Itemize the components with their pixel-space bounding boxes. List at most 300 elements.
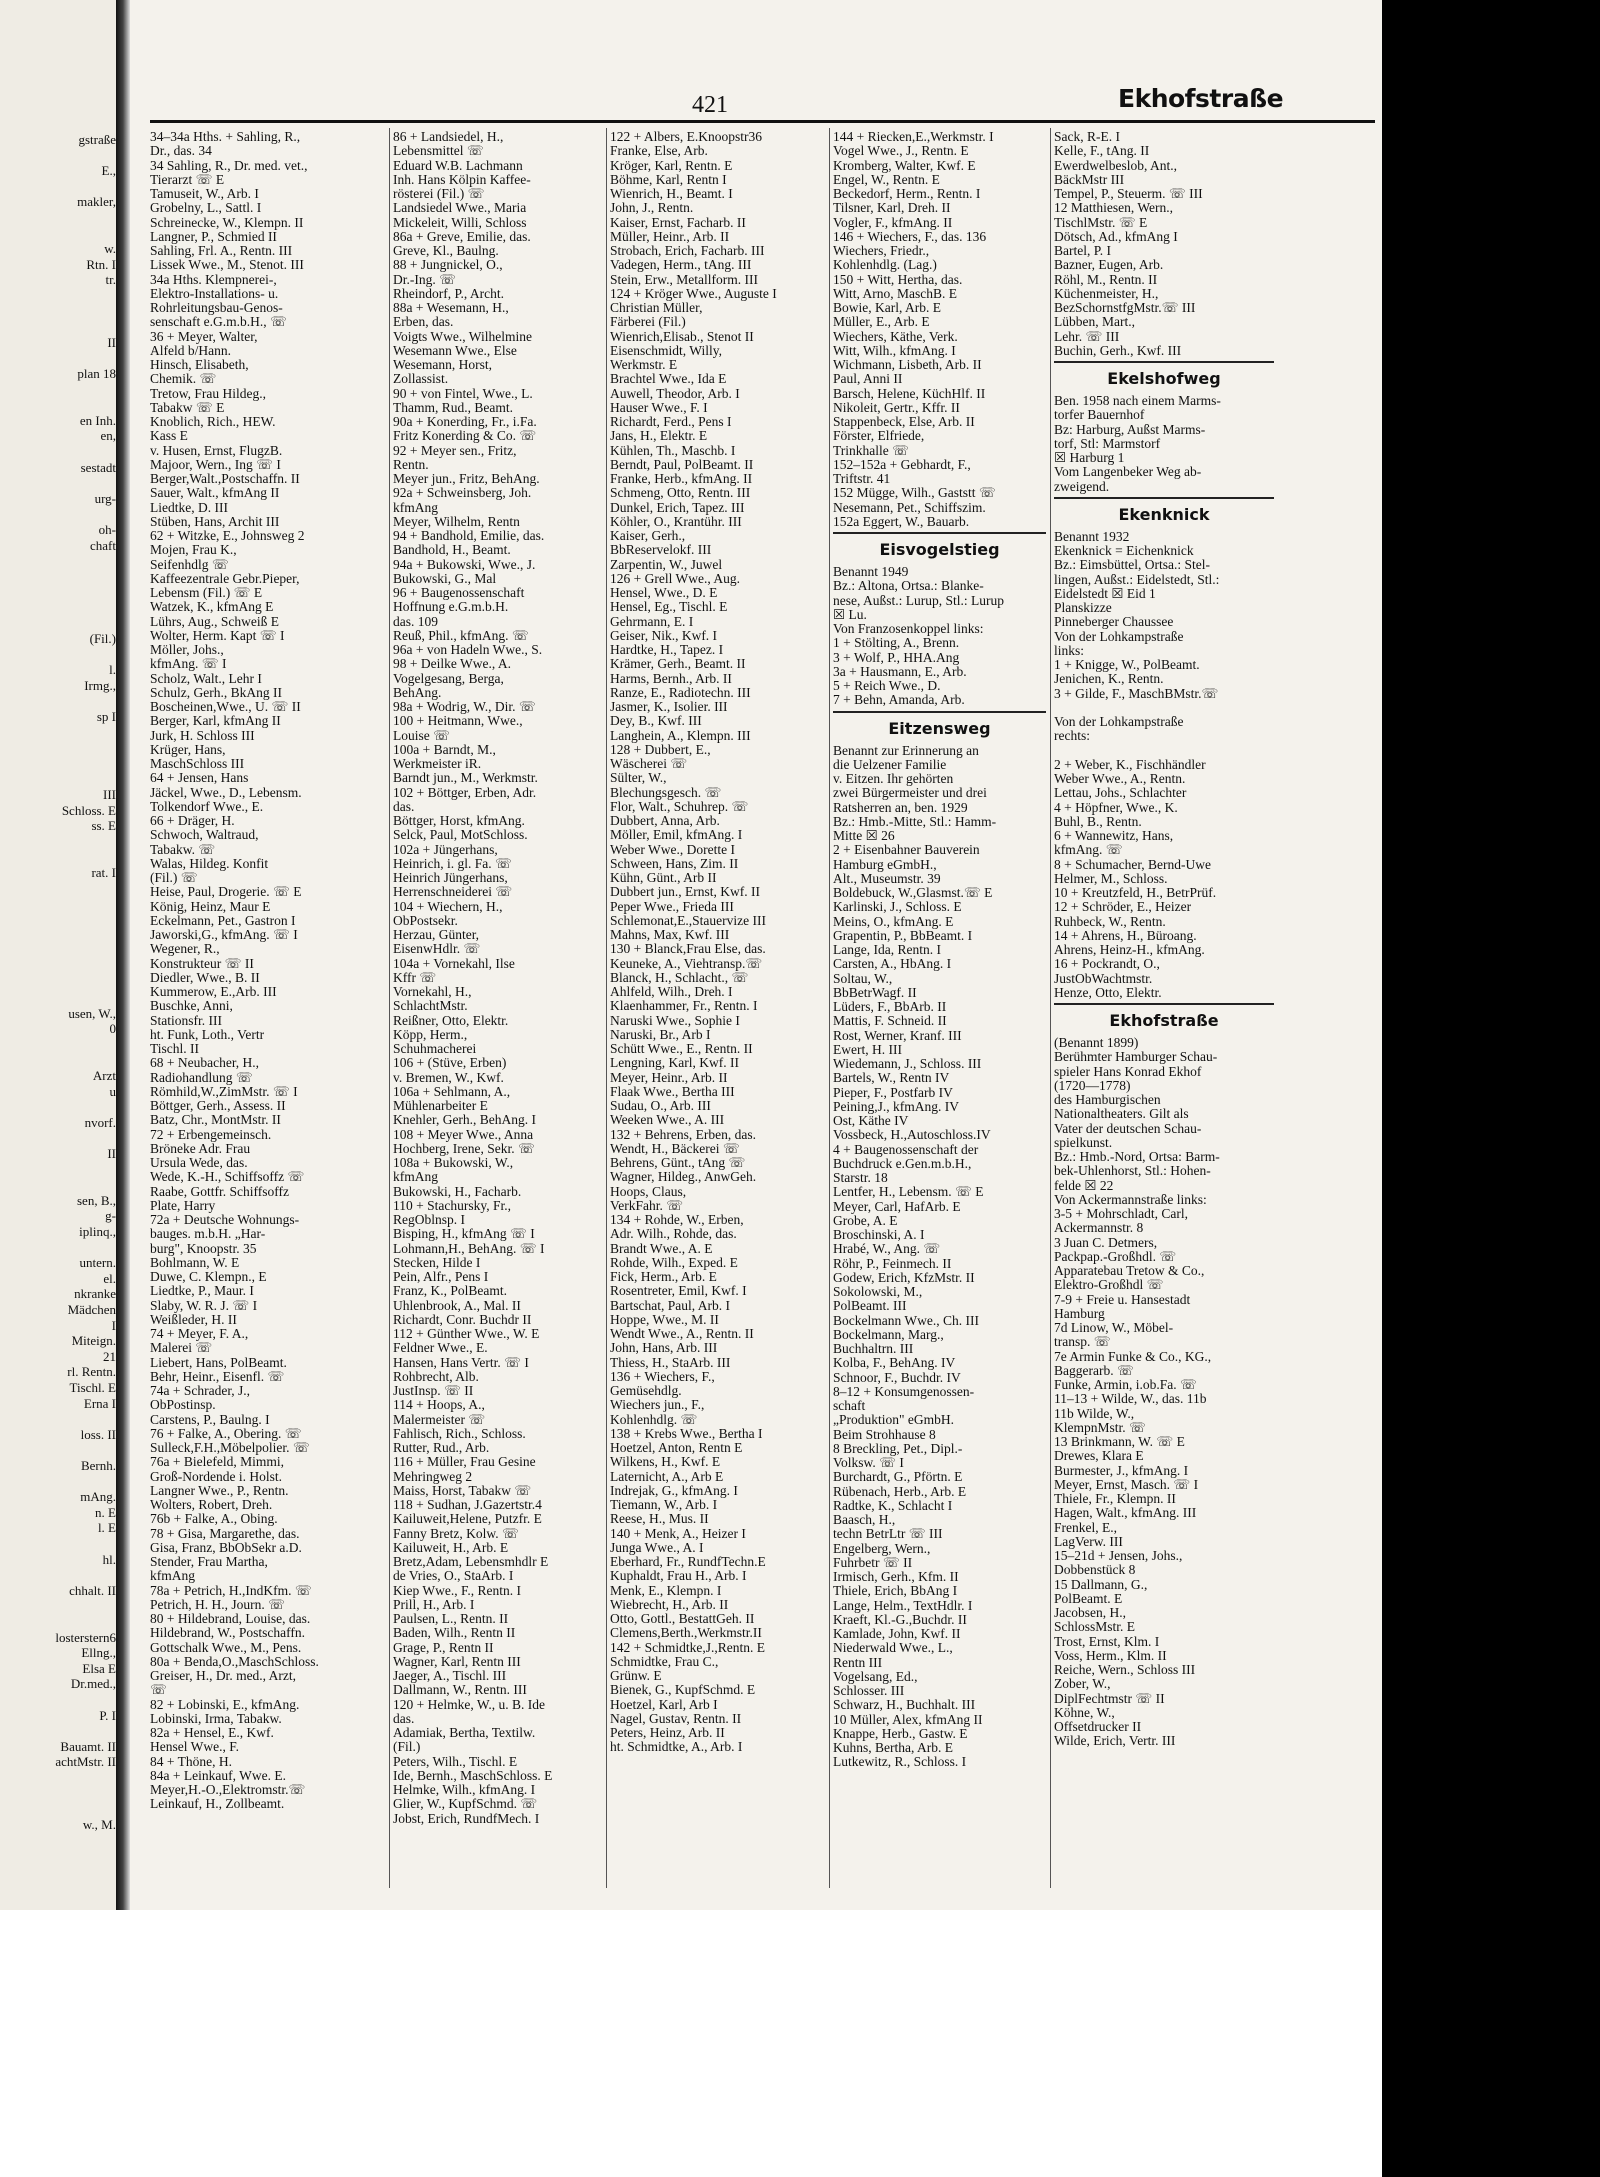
directory-line: 3 + Wolf, P., HHA.Ang — [833, 650, 960, 665]
previous-page-line: Erna I — [83, 1395, 116, 1411]
directory-line: 1 + Stölting, A., Brenn. — [833, 636, 960, 651]
directory-line: Barsch, Helene, KüchHlf. II — [833, 386, 986, 401]
directory-line: KlempnMstr. ☏ — [1054, 1420, 1146, 1435]
directory-line: Vossbeck, H.,Autoschloss.IV — [833, 1128, 991, 1143]
directory-line: 84 + Thöne, H. — [150, 1754, 232, 1769]
directory-line: DiplFechtmstr ☏ II — [1054, 1691, 1165, 1706]
directory-line: Carsten, A., HbAng. I — [833, 957, 952, 972]
directory-line: Kolba, F., BehAng. IV — [833, 1356, 956, 1371]
directory-line: TischlMstr. ☏ E — [1054, 215, 1148, 230]
directory-line: kfmAng — [393, 500, 438, 515]
directory-line: Schuhmacherei — [393, 1042, 477, 1056]
directory-line: Liebert, Hans, PolBeamt. — [150, 1355, 287, 1370]
directory-line: Jurk, H. Schloss III — [150, 728, 255, 743]
directory-line: Blechungsgesch. ☏ — [610, 785, 722, 800]
directory-line: ObPostinsp. — [150, 1398, 216, 1413]
directory-line: Lobinski, Irma, Tabakw. — [150, 1711, 282, 1726]
directory-line: Sauer, Walt., kfmAng II — [150, 486, 280, 501]
directory-line: Wiechers, Friedr., — [833, 244, 930, 258]
directory-line: Bisping, H., kfmAng ☏ I — [393, 1227, 535, 1242]
directory-line: v. Eitzen. Ihr gehörten — [833, 772, 954, 786]
directory-line: 94 + Bandhold, Emilie, das. — [393, 529, 545, 543]
directory-line: „Produktion" eGmbH. — [833, 1413, 954, 1428]
directory-line: 8–12 + Konsumgenossen- — [833, 1384, 975, 1399]
directory-line — [1054, 701, 1274, 715]
directory-line: Von der Lohkampstraße — [1054, 629, 1184, 644]
directory-line: 3 + Gilde, F., MaschBMstr.☏ — [1054, 686, 1219, 701]
directory-line: spieler Hans Konrad Ekhof — [1054, 1064, 1202, 1079]
directory-line: SchlachtMstr. — [393, 999, 468, 1014]
directory-line: Feldner Wwe., E. — [393, 1341, 488, 1356]
directory-line: Mahns, Max, Kwf. III — [610, 928, 730, 942]
directory-line: Röhr, P., Feinmech. II — [833, 1256, 952, 1271]
directory-line: Behrens, Günt., tAng ☏ — [610, 1156, 746, 1170]
directory-line: VerkFahr. ☏ — [610, 1198, 684, 1213]
directory-line: Bretz,Adam, Lebensmhdlr E — [393, 1555, 549, 1569]
directory-line: Eduard W.B. Lachmann — [393, 158, 523, 173]
previous-page-line: plan 18 — [77, 366, 116, 381]
previous-page-line: II — [107, 334, 116, 350]
directory-line: Jenichen, K., Rentn. — [1054, 672, 1164, 687]
directory-line: 3 Juan C. Detmers, — [1054, 1235, 1158, 1250]
directory-column-3 — [610, 130, 825, 1890]
directory-line: Rentn. — [393, 457, 429, 472]
directory-line: techn BetrLtr ☏ III — [833, 1527, 943, 1542]
directory-line: Fuhrbetr ☏ II — [833, 1555, 913, 1570]
previous-page-line: n. E — [95, 1504, 116, 1520]
directory-line: Meyer, Heinr., Arb. II — [610, 1070, 728, 1085]
directory-line: Keuneke, A., Viehtransp.☏ — [610, 956, 763, 971]
directory-line: torfer Bauernhof — [1054, 408, 1145, 423]
previous-page-line: I — [111, 1317, 116, 1333]
directory-line: Maiss, Horst, Tabakw ☏ — [393, 1483, 532, 1498]
directory-line: Weißleder, H. II — [150, 1312, 237, 1327]
directory-line: 7-9 + Freie u. Hansestadt — [1054, 1292, 1191, 1307]
directory-line: 34 Sahling, R., Dr. med. vet., — [150, 158, 308, 173]
directory-line: BbBetrWagf. II — [833, 985, 917, 1000]
directory-line: Tischl. II — [150, 1042, 200, 1056]
directory-line: Adr. Wilh., Rohde, das. — [610, 1227, 737, 1242]
directory-line: Kass E — [150, 429, 188, 444]
directory-line: 100 + Heitmann, Wwe., — [393, 714, 523, 729]
directory-line: Werkmstr. E — [610, 358, 678, 372]
directory-line: Berger,Walt.,Postschaffn. II — [150, 472, 300, 486]
directory-line: 1 + Knigge, W., PolBeamt. — [1054, 658, 1200, 672]
directory-line: Gisa, Franz, BbObSekr a.D. — [150, 1540, 302, 1555]
directory-line: 5 + Reich Wwe., D. — [833, 679, 941, 693]
directory-line: Thamm, Rud., Beamt. — [393, 400, 513, 415]
directory-line: Flor, Walt., Schuhrep. ☏ — [610, 799, 749, 814]
directory-line: Engel, W., Rentn. E — [833, 172, 940, 187]
previous-page-line: w. — [104, 241, 116, 257]
directory-line: lingen, Außst.: Eidelstedt, Stl.: — [1054, 572, 1220, 587]
directory-line: Heinrich, i. gl. Fa. ☏ — [393, 856, 512, 871]
directory-line: Broschinski, A. I — [833, 1228, 925, 1242]
directory-line: Paul, Anni II — [833, 372, 903, 387]
directory-line: Schwarz, H., Buchhalt. III — [833, 1698, 976, 1713]
previous-page-line: Rtn. I — [86, 256, 116, 272]
directory-line: Niederwald Wwe., L., — [833, 1641, 953, 1656]
directory-line: Prill, H., Arb. I — [393, 1597, 475, 1612]
directory-line: Dötsch, Ad., kfmAng I — [1054, 229, 1178, 244]
directory-line: Hensel Wwe., F. — [150, 1740, 240, 1755]
directory-line: das. — [393, 799, 415, 814]
directory-line: 88a + Wesemann, H., — [393, 301, 509, 315]
street-heading: Eitzensweg — [888, 718, 991, 738]
previous-page-line: E., — [101, 163, 116, 179]
directory-line: 3a + Hausmann, E., Arb. — [833, 664, 967, 679]
directory-line: Zober, W., — [1054, 1677, 1111, 1692]
directory-line: 7d Linow, W., Möbel- — [1054, 1321, 1174, 1335]
directory-line: Wiedemann, J., Schloss. III — [833, 1057, 982, 1071]
directory-line: 142 + Schmidtke,J.,Rentn. E — [610, 1640, 765, 1655]
directory-line: Weber Wwe., Dorette I — [610, 842, 735, 857]
directory-line: Wendt Wwe., A., Rentn. II — [610, 1327, 754, 1341]
directory-line: Stappenbeck, Else, Arb. II — [833, 415, 975, 429]
directory-line: 12 Matthiesen, Wern., — [1054, 201, 1174, 216]
directory-line: Sahling, Frl. A., Rentn. III — [150, 244, 293, 258]
directory-line: Hamburg — [1054, 1306, 1105, 1321]
directory-line: spielkunst. — [1054, 1135, 1113, 1150]
directory-line: Meins, O., kfmAng. E — [833, 914, 954, 929]
directory-line: Bz.: Altona, Ortsa.: Blanke- — [833, 579, 984, 594]
directory-line: torf, Stl: Marmstorf — [1054, 436, 1161, 451]
directory-line: PolBeamt. III — [833, 1299, 907, 1314]
directory-line: RegOblnsp. I — [393, 1213, 465, 1227]
directory-line: Triftstr. 41 — [833, 472, 891, 486]
directory-line: Auwell, Theodor, Arb. I — [610, 386, 740, 401]
directory-line: 36 + Meyer, Walter, — [150, 329, 258, 344]
directory-line: Berühmter Hamburger Schau- — [1054, 1050, 1218, 1065]
directory-line: 10 Müller, Alex, kfmAng II — [833, 1712, 983, 1727]
previous-page-line: rl. Rentn. — [67, 1364, 116, 1380]
directory-line: Batz, Chr., MontMstr. II — [150, 1113, 281, 1128]
directory-line: Peters, Heinz, Arb. II — [610, 1726, 725, 1740]
previous-page-line: achtMstr. II — [55, 1754, 116, 1770]
directory-line: Hoppe, Wwe., M. II — [610, 1312, 719, 1327]
directory-line: 90a + Konerding, Fr., i.Fa. — [393, 415, 537, 429]
directory-line: Tolkendorf Wwe., E. — [150, 799, 264, 814]
directory-line: Konstrukteur ☏ II — [150, 956, 254, 971]
directory-line: Buchin, Gerh., Kwf. III — [1054, 343, 1182, 358]
directory-line: JustInsp. ☏ II — [393, 1384, 474, 1398]
directory-line: Bienek, G., KupfSchmd. E — [610, 1683, 756, 1698]
directory-line: felde ☒ 22 — [1054, 1178, 1114, 1193]
directory-line: Hansen, Hans Vertr. ☏ I — [393, 1355, 529, 1370]
directory-line: Ahlfeld, Wilh., Dreh. I — [610, 985, 733, 999]
previous-page-line: Bernh. — [80, 1458, 116, 1473]
directory-line: 134 + Rohde, W., Erben, — [610, 1213, 744, 1227]
directory-line: Bockelmann, Marg., — [833, 1327, 944, 1342]
directory-line: Helmer, M., Schloss. — [1054, 871, 1168, 886]
directory-line: Rutter, Rud., Arb. — [393, 1441, 490, 1455]
directory-line: 104a + Vornekahl, Ilse — [393, 956, 515, 971]
directory-line: 74a + Schrader, J., — [150, 1384, 251, 1398]
directory-line: Wesemann Wwe., Else — [393, 343, 517, 358]
previous-page-line: 0 — [109, 1021, 116, 1037]
directory-line: Witt, Wilh., kfmAng. I — [833, 343, 956, 358]
directory-line: Clemens,Berth.,Werkmstr.II — [610, 1626, 762, 1641]
directory-line: Plate, Harry — [150, 1198, 216, 1213]
directory-line: 15 Dallmann, G., — [1054, 1577, 1148, 1592]
directory-line: 120 + Helmke, W., u. B. Ide — [393, 1697, 545, 1712]
directory-line: Köpp, Herm., — [393, 1027, 468, 1042]
previous-page-line: sp I — [96, 709, 116, 725]
directory-line: 72 + Erbengemeinsch. — [150, 1127, 272, 1142]
column-divider — [1050, 128, 1051, 1888]
directory-line: Leinkauf, H., Zollbeamt. — [150, 1797, 285, 1812]
directory-line: v. Bremen, W., Kwf. — [393, 1070, 504, 1085]
directory-line: Lange, Helm., TextHdlr. I — [833, 1598, 973, 1613]
directory-line: Kiep Wwe., F., Rentn. I — [393, 1583, 522, 1598]
directory-line: Burchardt, G., Pförtn. E — [833, 1470, 963, 1485]
previous-page-line: urg- — [94, 490, 116, 506]
directory-line: Ost, Käthe IV — [833, 1114, 909, 1128]
directory-line: Wilde, Erich, Vertr. III — [1054, 1734, 1176, 1749]
book-gutter — [116, 0, 130, 1910]
directory-line: 8 Breckling, Pet., Dipl.- — [833, 1441, 963, 1456]
directory-line: Flaak Wwe., Bertha III — [610, 1084, 735, 1099]
directory-line — [1054, 744, 1274, 758]
directory-line: 104 + Wiechern, H., — [393, 899, 503, 914]
directory-line: Wilkens, H., Kwf. E — [610, 1455, 721, 1470]
directory-line: Franke, Else, Arb. — [610, 144, 708, 159]
directory-line: Paulsen, L., Rentn. II — [393, 1612, 509, 1626]
directory-line: Bohlmann, W. E — [150, 1255, 240, 1270]
previous-page-line: l. — [109, 662, 116, 678]
directory-line: 102a + Jüngerhans, — [393, 842, 498, 857]
directory-line: 106a + Sehlmann, A., — [393, 1084, 511, 1099]
directory-line: 108a + Bukowski, W., — [393, 1156, 514, 1170]
directory-line: 66 + Dräger, H. — [150, 814, 235, 828]
directory-line: Dubbert, Anna, Arb. — [610, 814, 720, 828]
directory-line: Hensel, Wwe., D. E — [610, 586, 718, 600]
directory-line: Frenkel, E., — [1054, 1520, 1117, 1535]
directory-line: schaft — [833, 1399, 866, 1413]
directory-line: Adamiak, Bertha, Textilw. — [393, 1726, 536, 1740]
directory-line: Bröneke Adr. Frau — [150, 1141, 251, 1156]
directory-line: Schwoch, Waltraud, — [150, 828, 259, 843]
directory-line: Grünw. E — [610, 1669, 662, 1683]
directory-line: Greve, Kl., Baulng. — [393, 244, 499, 258]
directory-line: Baden, Wilh., Rentn II — [393, 1626, 516, 1641]
directory-line: 150 + Witt, Hertha, das. — [833, 272, 963, 287]
directory-line: 102 + Böttger, Erben, Adr. — [393, 785, 537, 800]
directory-line: Voigts Wwe., Wilhelmine — [393, 329, 532, 344]
directory-line: Naruski, Br., Arb I — [610, 1027, 711, 1042]
directory-line: 110 + Stachursky, Fr., — [393, 1198, 511, 1213]
directory-line: kfmAng — [150, 1569, 195, 1584]
previous-page-line: (Fil.) — [89, 631, 116, 647]
directory-line: Eisenschmidt, Willy, — [610, 343, 722, 358]
directory-line: kfmAng. ☏ I — [150, 657, 227, 672]
directory-line: Bukowski, G., Mal — [393, 571, 497, 586]
directory-line: Boscheinen,Wwe., U. ☏ II — [150, 700, 301, 714]
directory-line: Ekenknick = Eichenknick — [1054, 544, 1194, 558]
directory-line: Mattis, F. Schneid. II — [833, 1014, 947, 1029]
directory-line: Wagner, Hildeg., AnwGeh. — [610, 1170, 757, 1185]
directory-line: 13 Brinkmann, W. ☏ E — [1054, 1435, 1185, 1449]
directory-line: 152–152a + Gebhardt, F., — [833, 457, 971, 472]
previous-page-line: u — [109, 1083, 116, 1099]
directory-line: Weber Wwe., A., Rentn. — [1054, 772, 1186, 786]
directory-line: Buchdruck e.Gen.m.b.H., — [833, 1156, 972, 1171]
directory-line: Hrabé, W., Ang. ☏ — [833, 1242, 941, 1257]
directory-line: Von Franzosenkoppel links: — [833, 622, 984, 636]
directory-line: Tabakw. ☏ — [150, 842, 216, 857]
previous-page-line: rat. I — [91, 865, 116, 881]
directory-line: Groß-Nordende i. Holst. — [150, 1469, 282, 1484]
previous-page-line: gstraße — [78, 132, 116, 147]
directory-line: Meyer, Carl, HafArb. E — [833, 1199, 961, 1214]
directory-line: Schlemonat,E.,Stauervize III — [610, 913, 766, 928]
directory-line: Ewerdwelbeslob, Ant., — [1054, 158, 1177, 173]
directory-column-2 — [393, 130, 602, 1890]
directory-line: Buhl, B., Rentn. — [1054, 814, 1142, 829]
directory-line: transp. ☏ — [1054, 1335, 1111, 1350]
directory-line: Hoffnung e.G.m.b.H. — [393, 600, 509, 615]
directory-line: 2 + Eisenbahner Bauverein — [833, 843, 980, 858]
previous-page-line: losterstern6 — [55, 1629, 116, 1645]
street-heading: Ekenknick — [1118, 504, 1210, 524]
directory-line: Mojen, Frau K., — [150, 543, 237, 558]
directory-line: Ahrens, Heinz-H., kfmAng. — [1054, 943, 1205, 957]
directory-line: Lutkewitz, R., Schloss. I — [833, 1755, 967, 1770]
directory-line: bek-Uhlenhorst, Stl.: Hohen- — [1054, 1164, 1211, 1179]
directory-line: 76a + Bielefeld, Mimmi, — [150, 1455, 284, 1470]
column-divider — [389, 128, 390, 1888]
previous-page-line: II — [107, 1146, 116, 1161]
directory-line: Baggerarb. ☏ — [1054, 1363, 1134, 1378]
directory-line: Gehrmann, E. I — [610, 614, 694, 629]
directory-line: 76b + Falke, A., Obing. — [150, 1512, 278, 1527]
previous-page-line: usen, W., — [68, 1005, 116, 1021]
directory-line: 4 + Höpfner, Wwe., K. — [1054, 800, 1178, 815]
directory-line: senschaft e.G.m.b.H., ☏ — [150, 315, 287, 330]
directory-line: Klaenhammer, Fr., Rentn. I — [610, 999, 758, 1014]
directory-line: 34–34a Hths. + Sahling, R., — [150, 130, 301, 144]
directory-line: 74 + Meyer, F. A., — [150, 1327, 249, 1341]
directory-line: Hoetzel, Anton, Rentn E — [610, 1441, 743, 1455]
directory-line: Reese, H., Mus. II — [610, 1512, 709, 1527]
directory-line: Stein, Erw., Metallform. III — [610, 272, 758, 287]
directory-line: Schmidtke, Frau C., — [610, 1654, 719, 1669]
directory-line: Bz.: Eimsbüttel, Ortsa.: Stel- — [1054, 558, 1210, 573]
previous-page-line: makler, — [77, 194, 116, 210]
directory-line: Majoor, Wern., Ing ☏ I — [150, 457, 281, 472]
previous-page-line: 21 — [103, 1348, 116, 1364]
directory-line: Rohde, Wilh., Exped. E — [610, 1255, 738, 1270]
directory-line: Hardtke, H., Tapez. I — [610, 643, 724, 657]
directory-line: Grapentin, P., BbBeamt. I — [833, 928, 973, 943]
directory-line: Kaiser, Ernst, Facharb. II — [610, 215, 746, 230]
section-rule — [833, 532, 1046, 534]
directory-line: Röhl, M., Rentn. II — [1054, 272, 1158, 287]
directory-line: Behr, Heinr., Eisenfl. ☏ — [150, 1369, 285, 1384]
directory-line: Wolter, Herm. Kapt ☏ I — [150, 628, 285, 643]
directory-line: Hauser Wwe., F. I — [610, 400, 708, 415]
previous-page-line: Tischl. E — [69, 1380, 116, 1395]
directory-line: rösterei (Fil.) ☏ — [393, 187, 485, 201]
directory-line: Vogel Wwe., J., Rentn. E — [833, 144, 969, 159]
directory-line: Möller, Johs., — [150, 643, 224, 657]
directory-column-1 — [150, 130, 385, 1890]
directory-line: Sack, R-E. I — [1054, 130, 1120, 144]
directory-line: Peters, Wilh., Tischl. E — [393, 1754, 518, 1769]
directory-line: bauges. m.b.H. „Har- — [150, 1227, 266, 1242]
directory-line: Malermeister ☏ — [393, 1412, 486, 1427]
directory-line: Langhein, A., Klempn. III — [610, 728, 751, 743]
directory-line: 92a + Schweinsberg, Joh. — [393, 486, 532, 501]
previous-page-line: nkranke — [74, 1286, 116, 1302]
directory-line: das. — [393, 1711, 415, 1726]
directory-line: ht. Funk, Loth., Vertr — [150, 1027, 265, 1042]
previous-page-line: en, — [100, 428, 116, 444]
directory-line: Richardt, Conr. Buchdr II — [393, 1312, 532, 1327]
section-rule — [1054, 1003, 1274, 1005]
directory-line: Bartschat, Paul, Arb. I — [610, 1298, 730, 1313]
directory-line: Wäscherei ☏ — [610, 757, 688, 771]
previous-page-line: tr. — [105, 272, 116, 288]
directory-line: Thiess, H., StaArb. III — [610, 1355, 731, 1370]
directory-line: (1720—1778) — [1054, 1078, 1131, 1093]
directory-line: Hamburg eGmbH., — [833, 857, 937, 872]
directory-line: Schmeng, Otto, Rentn. III — [610, 486, 751, 501]
directory-line: Soltau, W., — [833, 971, 893, 986]
directory-line: Langner, P., Schmied II — [150, 229, 277, 244]
directory-line: Ben. 1958 nach einem Marms- — [1054, 394, 1221, 408]
directory-line: Dey, B., Kwf. III — [610, 714, 702, 729]
directory-line: v. Husen, Ernst, FlugzB. — [150, 443, 283, 458]
directory-line: Heise, Paul, Drogerie. ☏ E — [150, 885, 302, 900]
directory-line: ObPostsekr. — [393, 913, 458, 928]
directory-line: das. 109 — [393, 614, 438, 629]
directory-line: Packpap.-Großhdl. ☏ — [1054, 1249, 1177, 1264]
directory-line: Tilsner, Karl, Dreh. II — [833, 201, 951, 216]
directory-line: Sulleck,F.H.,Möbelpolier. ☏ — [150, 1441, 310, 1455]
directory-line: Lebensmittel ☏ — [393, 144, 484, 159]
directory-line: Lehr. ☏ III — [1054, 329, 1120, 344]
directory-line: 34a Hths. Klempnerei-, — [150, 272, 277, 287]
directory-line: Burmester, J., kfmAng. I — [1054, 1463, 1189, 1478]
directory-line: Vogelgesang, Berga, — [393, 671, 504, 686]
directory-line: 12 + Schröder, E., Heizer — [1054, 900, 1192, 915]
directory-line: Eidelstedt ☒ Eid 1 — [1054, 586, 1156, 601]
directory-line: Köhler, O., Krantühr. III — [610, 514, 742, 529]
directory-line: Eckelmann, Pet., Gastron I — [150, 913, 296, 928]
scan-margin-bottom — [0, 1910, 1382, 2177]
directory-line: Junga Wwe., A. I — [610, 1540, 704, 1555]
street-heading: Ekhofstraße — [1109, 1011, 1219, 1030]
previous-page-line: hl. — [102, 1551, 116, 1567]
directory-line: Kühlen, Th., Maschb. I — [610, 443, 736, 458]
directory-line: JustObWachtmstr. — [1054, 971, 1153, 986]
directory-line: Radiohandlung ☏ — [150, 1070, 253, 1085]
previous-page-line: Ellng., — [81, 1645, 116, 1661]
directory-line: König, Heinz, Maur E — [150, 899, 271, 914]
directory-line: Watzek, K., kfmAng E — [150, 600, 274, 615]
directory-line: 78a + Petrich, H.,IndKfm. ☏ — [150, 1583, 312, 1598]
previous-page-line: P. I — [99, 1707, 116, 1723]
directory-line: 118 + Sudhan, J.Gazertstr.4 — [393, 1498, 542, 1512]
directory-line: Mitte ☒ 26 — [833, 829, 895, 843]
directory-line: Funke, Armin, i.ob.Fa. ☏ — [1054, 1378, 1197, 1392]
section-rule — [1054, 361, 1274, 363]
directory-column-4 — [833, 130, 1046, 1890]
directory-line: Meyer,H.-O.,Elektromstr.☏ — [150, 1783, 306, 1797]
directory-line: Grobe, A. E — [833, 1213, 898, 1228]
previous-page-line: mAng. — [80, 1489, 116, 1505]
